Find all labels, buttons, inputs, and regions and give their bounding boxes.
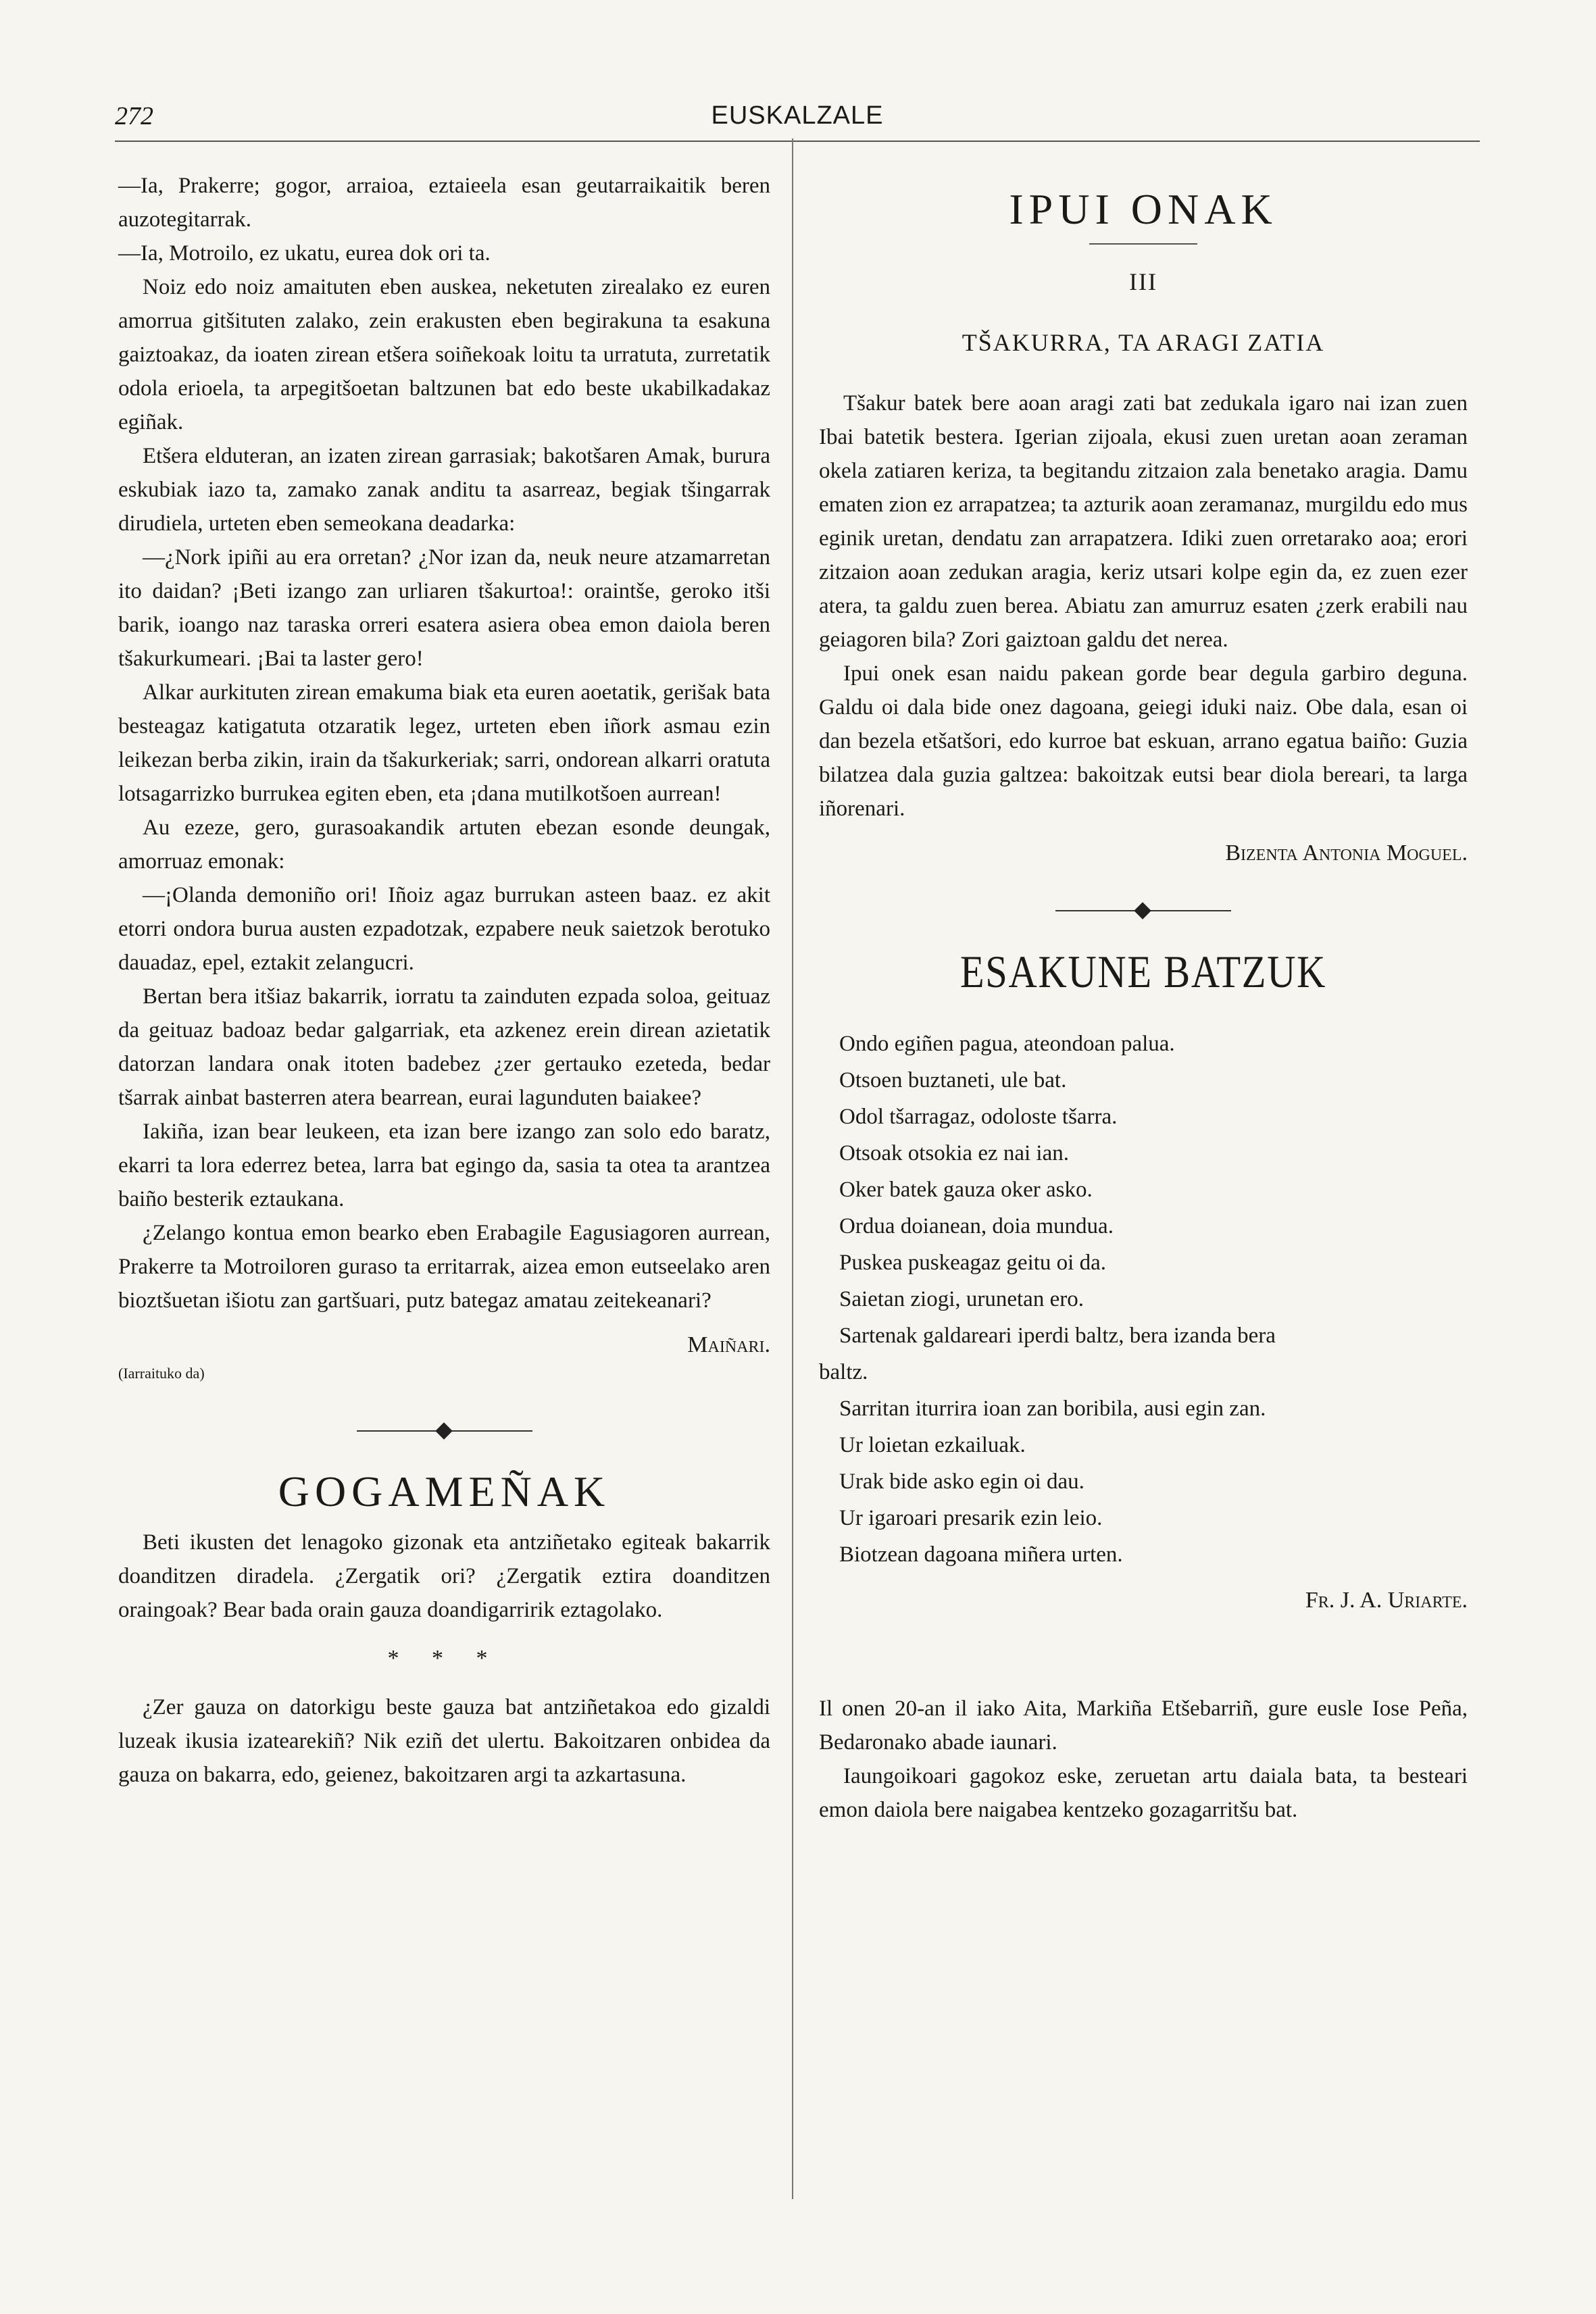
proverb: Ondo egiñen pagua, ateondoan palua. — [839, 1032, 1175, 1056]
spacer — [819, 1617, 1468, 1692]
paragraph: —Ia, Prakerre; gogor, arraioa, eztaieela esan geutarraikaitik beren auzotegitarrak. — [118, 174, 770, 232]
paragraph: —¿Nork ipiñi au era orretan? ¿Nor izan da, neuk neure atzamarretan ito daidan? ¡Beti izango zan urliaren tšakurtoa!: oraintše, geroko itši barik, ioango naz taraska orreri esatera asiera obea emon daiola beren tšakurkumeari. ¡Bai ta laster gero! — [118, 545, 770, 671]
proverb: Ordua doianean, doia mundua. — [839, 1214, 1114, 1238]
left-column — [118, 169, 770, 1792]
page-number: 272 — [115, 102, 153, 130]
signature: Bizenta Antonia Moguel. — [1225, 840, 1468, 865]
proverb: Biotzean dagoana miñera urten. — [839, 1542, 1123, 1567]
proverb-list — [819, 1026, 1468, 1573]
paragraph: Beti ikusten det lenagoko gizonak eta antziñetako egiteak bakarrik doanditzen diradela. ¿Zergatik ori? ¿Zergatik eztira doanditzen oraingoak? Bear bada orain gauza doandigarririk eztagolako. — [118, 1530, 770, 1622]
ornament-divider — [1055, 897, 1231, 924]
proverb: Puskea puskeagaz geitu oi da. — [839, 1251, 1106, 1275]
proverb-continuation: baltz. — [819, 1360, 868, 1384]
paragraph: —¡Olanda demoniño ori! Iñoiz agaz burrukan asteen baaz. ez akit etorri ondora burua austen ezpadotzak, ezpabere neuk saietzok berotuko dauadaz, epel, eztakit zelangucri. — [118, 883, 770, 975]
section-title: ESAKUNE BATZUK — [959, 946, 1327, 997]
paragraph: Tšakur batek bere aoan aragi zati bat zedukala igaro nai izan zuen Ibai batetik bestera. Igerian zijoala, ekusi zuen uretan aoan zeraman okela zatiaren keriza, ta begitandu zitzaion zala benetako aragia. Damu ematen zion ez arrapatzea; ta azturik aoan zeramanaz, murgildu edo mus eginik uretan, dendatu zan arrapatzera. Idiki zuen orretarako aoa; erori zitzaion aoan zedukan aragia, keriz utsari kolpe egin da, ez zuen ezer atera, ta galdu zuen berea. Abiatu zan amurruz esaten ¿zerk erabili nau geiagoren bila? Zori gaiztoan galdu det nerea. — [819, 391, 1468, 652]
section-title: GOGAMEÑAK — [278, 1467, 611, 1515]
paragraph: Au ezeze, gero, gurasoakandik artuten ebezan esonde deungak, amorruaz emonak: — [118, 815, 770, 874]
proverb: Otsoen buztaneti, ule bat. — [839, 1068, 1067, 1092]
paragraph: —Ia, Motroilo, ez ukatu, eurea dok ori ta. — [118, 241, 491, 266]
proverb: Ur loietan ezkailuak. — [839, 1433, 1026, 1457]
continuation-note: (Iarraituko da) — [118, 1365, 205, 1382]
signature: Maiñari. — [687, 1332, 770, 1357]
section-title: IPUI ONAK — [1009, 185, 1278, 233]
paragraph: Iaungoikoari gagokoz eske, zeruetan artu daiala bata, ta besteari emon daiola bere naigabea kentzeko gozagarritšu bat. — [819, 1764, 1468, 1822]
fable-title: TŠAKURRA, TA ARAGI ZATIA — [962, 329, 1325, 356]
paragraph: Il onen 20-an il iako Aita, Markiña Etšebarriñ, gure eusle Iose Peña, Bedaronako abade iaunari. — [819, 1696, 1468, 1755]
paragraph: ¿Zelango kontua emon bearko eben Erabagile Eagusiagoren aurrean, Prakerre ta Motroiloren guraso ta erritarrak, aizea emon eutseelako aren bioztšuetan išiotu zan gartšuari, putz bategaz amatau zeitekeanari? — [118, 1221, 770, 1313]
proverb: Otsoak otsokia ez nai ian. — [839, 1141, 1069, 1165]
stars-separator: * * * — [387, 1646, 501, 1671]
proverb: Odol tšarragaz, odoloste tšarra. — [839, 1105, 1118, 1129]
title-rule — [1089, 243, 1197, 245]
signature: Fr. J. A. Uriarte. — [1305, 1588, 1468, 1613]
paragraph: Alkar aurkituten zirean emakuma biak eta euren aoetatik, gerišak bata besteagaz katigatuta otzaratik legez, urteten eben iñork asmau ezin leikezan berba zikin, irain da tšakurkeriak; sarri, ondorean alkarri oratuta lotsagarrizko burrukea egiten eben, eta ¡dana mutilkotšoen aurrean! — [118, 680, 770, 806]
paragraph: ¿Zer gauza on datorkigu beste gauza bat antziñetakoa edo gizaldi luzeak ikusia izatearekiñ? Nik eziñ det ulertu. Bakoitzaren onbidea da gauza on bakarra, edo, geienez, bakoitzaren argi ta azkartasuna. — [118, 1695, 770, 1787]
proverb: Oker batek gauza oker asko. — [839, 1178, 1093, 1202]
ornament-divider — [357, 1417, 532, 1444]
paragraph: Ipui onek esan naidu pakean gorde bear degula garbiro deguna. Galdu oi dala bide onez dagoana, geiegi iduki naiz. Obe dala, esan oi dan bezela etšatšori, edo kurroe bat eskuan, arrano egatua baiño: Guzia bilatzea dala guzia galtzea: bakoitzak eutsi bear diola bereari, ta larga iñorenari. — [819, 661, 1468, 821]
proverb: Urak bide asko egin oi dau. — [839, 1469, 1084, 1494]
paragraph: Noiz edo noiz amaituten eben auskea, neketuten zirealako ez euren amorrua gitšituten zalako, zein erakusten eben begirakuna ta esakuna gaiztoakaz, da ioaten zirean etšera soiñekoak loitu ta urratuta, zurretatik odola erioela, ta arpegitšoetan baltzunen bat edo beste ukabilkadakaz egiñak. — [118, 275, 770, 434]
right-column — [819, 169, 1468, 1827]
proverb: Sartenak galdareari iperdi baltz, bera izanda bera — [839, 1324, 1276, 1348]
section-numeral: III — [1129, 268, 1157, 295]
paragraph: Iakiña, izan bear leukeen, eta izan bere izango zan solo edo baratz, ekarri ta lora ederrez betea, larra bat egingo da, sasia ta otea ta arantzea baiño besterik eztaukana. — [118, 1120, 770, 1211]
proverb: Sarritan iturrira ioan zan boribila, ausi egin zan. — [839, 1397, 1266, 1421]
proverb: Ur igaroari presarik ezin leio. — [839, 1506, 1103, 1530]
header-rule — [115, 141, 1480, 142]
column-divider — [792, 139, 793, 2199]
running-header — [115, 101, 1480, 142]
running-title: EUSKALZALE — [711, 101, 884, 130]
paragraph: Bertan bera itšiaz bakarrik, iorratu ta zainduten ezpada soloa, geituaz da geituaz badoaz bedar galgarriak, eta azkenez erein direan azietatik datorzan landara onak itoten badebez ¿zer gertauko ezeteda, bedar tšarrak ainbat basterren atera bearrean, eurai lagunduten baiakee? — [118, 984, 770, 1110]
paragraph: Etšera elduteran, an izaten zirean garrasiak; bakotšaren Amak, burura eskubiak iazo ta, zamako zanak anditu ta asarreaz, begiak tšingarrak dirudiela, urteten eben semeokana deadarka: — [118, 444, 770, 536]
proverb: Saietan ziogi, urunetan ero. — [839, 1287, 1084, 1311]
